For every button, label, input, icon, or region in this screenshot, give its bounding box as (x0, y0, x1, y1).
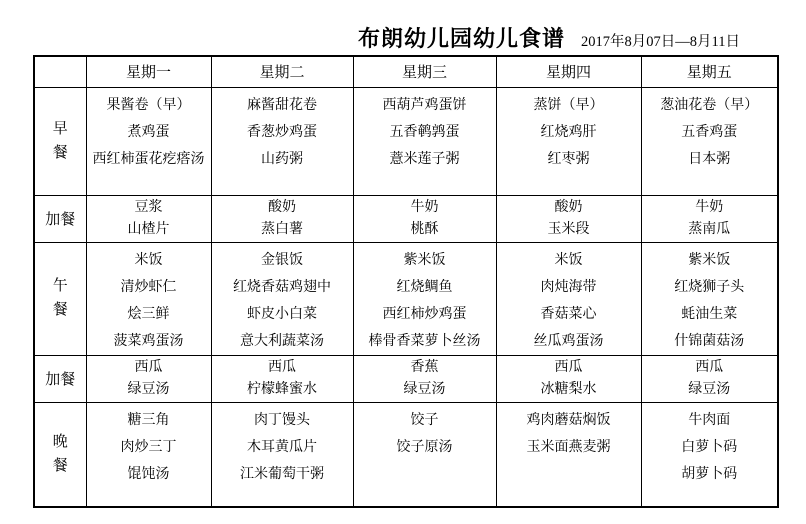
menu-cell-snack-pm-day2 (211, 355, 353, 402)
dish-item: 蚝油生菜 (681, 306, 738, 322)
dish-item: 西瓜 (695, 359, 724, 375)
menu-cell-dinner-day3 (353, 402, 496, 507)
dish-item: 豆浆 (134, 199, 163, 215)
dish-item: 柠檬蜂蜜水 (247, 382, 317, 397)
menu-cell-snack-am-day5 (641, 195, 778, 242)
dish-item: 绿豆汤 (403, 382, 446, 397)
dish-item: 绿豆汤 (127, 382, 170, 397)
day-header-row (34, 56, 778, 87)
menu-cell-breakfast-day2 (211, 87, 353, 195)
dish-item: 蒸饼（早） (533, 97, 604, 113)
dish-item: 酸奶 (554, 199, 583, 215)
menu-row-breakfast (34, 87, 778, 195)
menu-cell-breakfast-day5 (641, 87, 778, 195)
dish-item: 西红柿蛋花疙瘩汤 (92, 151, 205, 167)
dish-item: 饺子原汤 (396, 439, 453, 455)
day-header-friday: 星期五 (641, 56, 778, 87)
dish-item: 鸡肉蘑菇焖饭 (526, 412, 611, 428)
dish-item: 日本粥 (688, 151, 731, 167)
dish-item: 金银饭 (261, 252, 303, 268)
menu-cell-dinner-day2 (211, 402, 353, 507)
menu-cell-lunch-day5 (641, 242, 778, 355)
menu-cell-lunch-day1 (86, 242, 211, 355)
dish-item: 西瓜 (134, 359, 163, 375)
dish-item: 肉炒三丁 (120, 439, 177, 455)
dish-item: 葱油花卷（早） (660, 97, 759, 113)
dish-item: 西瓜 (268, 359, 296, 375)
menu-cell-dinner-day4 (496, 402, 641, 507)
dish-item: 丝瓜鸡蛋汤 (533, 333, 604, 349)
dish-item: 紫米饭 (688, 252, 731, 268)
dish-item: 饺子 (410, 412, 439, 428)
menu-cell-snack-pm-day5 (641, 355, 778, 402)
dish-item: 肉丁馒头 (254, 412, 310, 428)
dish-item: 紫米饭 (403, 252, 446, 268)
dish-item: 棒骨香菜萝卜丝汤 (368, 333, 481, 349)
row-label-char: 餐 (52, 457, 68, 474)
dish-item: 麻酱甜花卷 (247, 97, 317, 113)
menu-cell-snack-am-day2 (211, 195, 353, 242)
dish-item: 红烧鸡肝 (540, 124, 597, 140)
dish-item: 冰糖梨水 (540, 382, 597, 397)
dish-item: 香蕉 (410, 359, 439, 375)
dish-item: 菠菜鸡蛋汤 (113, 333, 184, 349)
menu-cell-snack-am-day1 (86, 195, 211, 242)
dish-item: 清炒虾仁 (120, 279, 177, 295)
menu-cell-breakfast-day4 (496, 87, 641, 195)
dish-item: 虾皮小白菜 (247, 306, 317, 322)
row-label-breakfast (34, 87, 86, 195)
row-label-char: 晚 (52, 433, 68, 450)
menu-cell-dinner-day5 (641, 402, 778, 507)
day-header-thursday: 星期四 (496, 56, 641, 87)
dish-item: 胡萝卜码 (681, 466, 738, 482)
dish-item: 玉米段 (547, 222, 590, 237)
dish-item: 烩三鲜 (127, 306, 170, 322)
dish-item: 米饭 (554, 252, 583, 268)
menu-cell-snack-pm-day4 (496, 355, 641, 402)
menu-row-snack-am (34, 195, 778, 242)
dish-item: 红烧狮子头 (674, 279, 745, 295)
dish-item: 意大利蔬菜汤 (240, 333, 324, 349)
dish-item: 江米葡萄干粥 (240, 466, 324, 482)
row-label-dinner (34, 402, 86, 507)
menu-cell-lunch-day2 (211, 242, 353, 355)
dish-item: 蒸白薯 (261, 222, 303, 237)
dish-item: 牛奶 (695, 199, 724, 215)
menu-cell-lunch-day4 (496, 242, 641, 355)
day-header-wednesday: 星期三 (353, 56, 496, 87)
dish-item: 红烧香菇鸡翅中 (233, 279, 331, 295)
dish-item: 牛肉面 (688, 412, 731, 428)
menu-cell-breakfast-day1 (86, 87, 211, 195)
dish-item: 西葫芦鸡蛋饼 (382, 97, 467, 113)
dish-item: 什锦菌菇汤 (674, 333, 745, 349)
menu-cell-dinner-day1 (86, 402, 211, 507)
dish-item: 煮鸡蛋 (127, 124, 170, 140)
title-row (0, 0, 806, 55)
menu-cell-lunch-day3 (353, 242, 496, 355)
dish-item: 牛奶 (410, 199, 439, 215)
dish-item: 五香鹌鹑蛋 (389, 124, 460, 140)
menu-cell-snack-am-day3 (353, 195, 496, 242)
dish-item: 米饭 (134, 252, 163, 268)
dish-item: 糖三角 (127, 412, 170, 428)
dish-item: 五香鸡蛋 (681, 124, 738, 140)
corner-cell (34, 56, 86, 87)
dish-item: 肉炖海带 (540, 279, 597, 295)
dish-item: 香葱炒鸡蛋 (247, 124, 317, 140)
page-title: 布朗幼儿园幼儿食谱 (358, 26, 566, 51)
row-label-lunch (34, 242, 86, 355)
dish-item: 山药粥 (261, 151, 303, 167)
dish-item: 桃酥 (410, 222, 439, 237)
day-header-monday: 星期一 (86, 56, 211, 87)
dish-item: 酸奶 (268, 199, 296, 215)
dish-item: 白萝卜码 (681, 439, 738, 455)
menu-cell-breakfast-day3 (353, 87, 496, 195)
menu-cell-snack-am-day4 (496, 195, 641, 242)
date-range: 2017年8月07日—8月11日 (581, 34, 740, 50)
dish-item: 山楂片 (127, 222, 170, 237)
dish-item: 红枣粥 (547, 151, 590, 167)
dish-item: 玉米面燕麦粥 (526, 439, 611, 455)
menu-cell-snack-pm-day1 (86, 355, 211, 402)
menu-cell-snack-pm-day3 (353, 355, 496, 402)
dish-item: 红烧鲷鱼 (396, 279, 453, 295)
menu-table (33, 55, 779, 508)
menu-row-lunch (34, 242, 778, 355)
day-header-tuesday: 星期二 (211, 56, 353, 87)
dish-item: 蒸南瓜 (688, 222, 731, 237)
menu-row-snack-pm (34, 355, 778, 402)
dish-item: 薏米莲子粥 (389, 151, 460, 167)
row-label-snack-am: 加餐 (34, 195, 86, 242)
row-label-snack-pm: 加餐 (34, 355, 86, 402)
row-label-char: 午 (52, 278, 68, 294)
row-label-char: 餐 (52, 302, 68, 318)
dish-item: 西红柿炒鸡蛋 (382, 306, 467, 322)
dish-item: 西瓜 (554, 359, 583, 375)
menu-row-dinner (34, 402, 778, 507)
dish-item: 馄饨汤 (127, 466, 170, 482)
dish-item: 木耳黄瓜片 (247, 439, 317, 455)
row-label-char: 早 (52, 120, 68, 137)
dish-item: 绿豆汤 (688, 382, 731, 397)
row-label-char: 餐 (52, 144, 68, 161)
menu-table-body (34, 87, 778, 507)
dish-item: 果酱卷（早） (106, 97, 191, 113)
dish-item: 香菇菜心 (540, 306, 597, 322)
